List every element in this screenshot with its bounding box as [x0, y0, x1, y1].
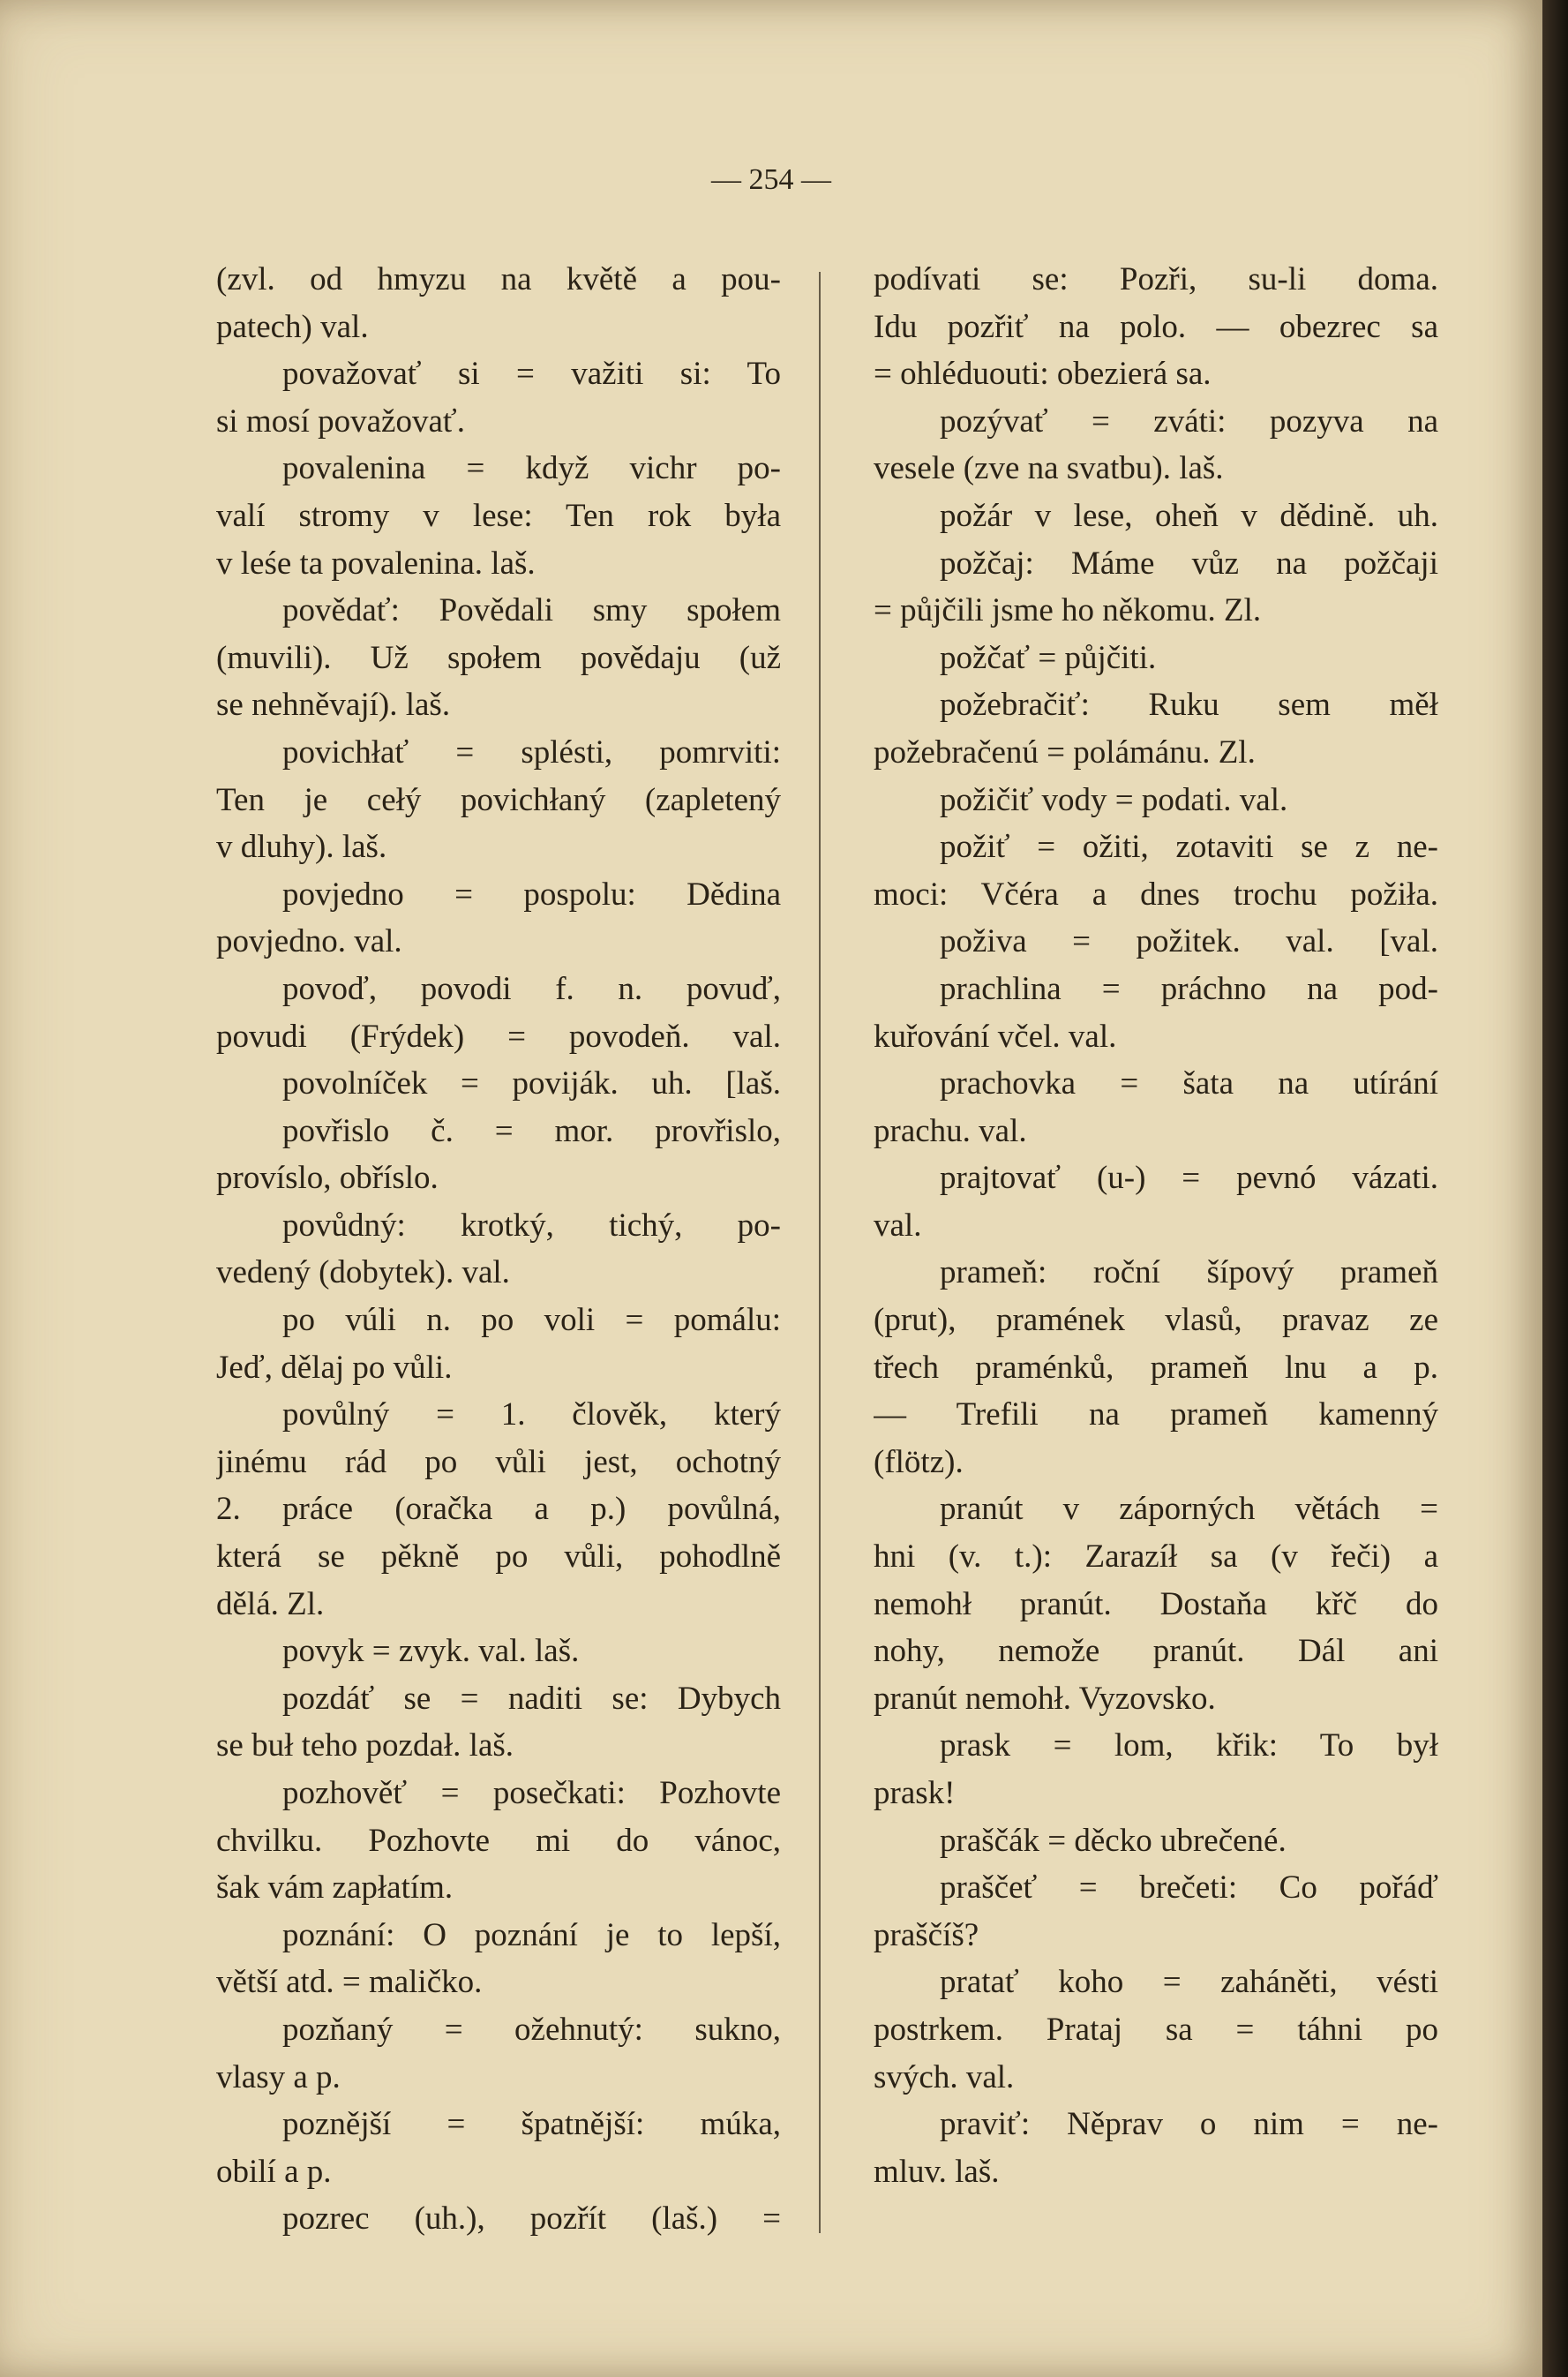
text-line: mluv. laš.: [874, 2153, 1000, 2190]
text-line: — Trefili na prameň kamenný: [874, 1396, 1438, 1433]
text-line: valí stromy v lese: Ten rok była: [216, 497, 781, 534]
text-line: praščeť = brečeti: Co pořáď: [940, 1869, 1438, 1907]
text-line: požičiť vody = podati. val.: [940, 781, 1288, 818]
text-line: povyk = zvyk. val. laš.: [282, 1633, 580, 1670]
text-line: pranút v záporných větách =: [940, 1491, 1438, 1528]
text-line: prajtovať (u-) = pevnó vázati.: [940, 1160, 1438, 1197]
text-line: povalenina = když vichr po-: [282, 450, 781, 487]
text-line: po vúli n. po voli = pomálu:: [282, 1302, 781, 1339]
text-line: poznání: O poznání je to lepší,: [282, 1916, 781, 1953]
text-line: povůdný: krotký, tichý, po-: [282, 1207, 781, 1244]
text-line: postrkem. Prataj sa = táhni po: [874, 2011, 1438, 2048]
text-line: (zvl. od hmyzu na květě a pou-: [216, 261, 781, 297]
text-line: povjedno. val.: [216, 923, 402, 960]
text-line: moci: Včéra a dnes trochu požiła.: [874, 876, 1438, 913]
text-line: povoď, povodi f. n. povuď,: [282, 970, 781, 1007]
text-line: požiť = ožiti, zotaviti se z ne-: [940, 829, 1438, 866]
text-line: poznější = špatnější: múka,: [282, 2106, 781, 2143]
text-line: povolníček = poviják. uh. [laš.: [282, 1065, 781, 1102]
text-line: pratať koho = zaháněti, vésti: [940, 1964, 1438, 2001]
text-line: praščíš?: [874, 1916, 979, 1953]
text-line: v leśe ta povalenina. laš.: [216, 545, 536, 582]
text-line: obilí a p.: [216, 2153, 332, 2190]
text-line: patech) val.: [216, 308, 369, 345]
text-line: pozrec (uh.), pozřít (laš.) =: [282, 2200, 781, 2238]
text-line: nohy, nemože pranút. Dál ani: [874, 1633, 1438, 1670]
text-line: považovať si = važiti si: To: [282, 356, 781, 393]
text-line: = půjčili jsme ho někomu. Zl.: [874, 592, 1262, 629]
text-line: kuřování včel. val.: [874, 1018, 1117, 1055]
text-line: chvilku. Pozhovte mi do vánoc,: [216, 1822, 781, 1859]
column-divider: [819, 272, 821, 2233]
text-line: val.: [874, 1207, 922, 1244]
text-line: vedený (dobytek). val.: [216, 1254, 510, 1291]
text-line: prachovka = šata na utírání: [940, 1065, 1438, 1102]
text-line: pozhověť = posečkati: Pozhovte: [282, 1775, 781, 1811]
text-line: vlasy a p.: [216, 2058, 341, 2095]
text-line: povůlný = 1. člověk, který: [282, 1396, 781, 1433]
text-line: povjedno = pospolu: Dědina: [282, 876, 781, 913]
right-column: [874, 256, 1438, 2195]
page-number: — 254 —: [711, 163, 831, 196]
text-line: povudi (Frýdek) = povodeň. val.: [216, 1018, 781, 1055]
text-line: požár v lese, oheň v dědině. uh.: [940, 497, 1438, 534]
text-line: povědať: Povědali smy społem: [282, 592, 781, 629]
text-line: šak vám zapłatím.: [216, 1869, 454, 1907]
left-column: [216, 256, 781, 2243]
text-line: se buł teho pozdał. laš.: [216, 1727, 514, 1764]
text-line: povichłať = splésti, pomrviti:: [282, 733, 781, 771]
text-line: Idu pozřiť na polo. — obezrec sa: [874, 308, 1438, 345]
page-edge: [1542, 0, 1568, 2377]
text-line: se nehněvají). laš.: [216, 687, 451, 724]
text-line: pranút nemohł. Vyzovsko.: [874, 1680, 1216, 1717]
text-line: praviť: Něprav o nim = ne-: [940, 2106, 1438, 2143]
text-line: províslo, obříslo.: [216, 1160, 439, 1197]
text-line: požčať = půjčiti.: [940, 639, 1157, 676]
text-line: která se pěkně po vůli, pohodlně: [216, 1538, 781, 1576]
text-line: požebračiť: Ruku sem měł: [940, 687, 1438, 724]
text-line: prachu. val.: [874, 1112, 1027, 1149]
text-line: povřislo č. = mor. provřislo,: [282, 1112, 781, 1149]
text-line: prask = lom, křik: To był: [940, 1727, 1438, 1764]
text-line: požebračenú = polámánu. Zl.: [874, 733, 1256, 771]
text-line: pozňaný = ožehnutý: sukno,: [282, 2011, 781, 2048]
text-line: jinému rád po vůli jest, ochotný: [216, 1443, 781, 1480]
text-line: třech praménků, prameň lnu a p.: [874, 1349, 1438, 1386]
text-line: pozývať = zváti: pozyva na: [940, 402, 1438, 440]
text-line: si mosí považovať.: [216, 402, 465, 440]
text-line: (flötz).: [874, 1443, 964, 1480]
text-line: poživa = požitek. val. [val.: [940, 923, 1438, 960]
text-line: dělá. Zl.: [216, 1585, 325, 1622]
text-line: prameň: roční šípový prameň: [940, 1254, 1438, 1291]
text-line: Ten je cełý povichłaný (zapletený: [216, 781, 781, 818]
text-line: podívati se: Pozři, su-li doma.: [874, 261, 1438, 297]
text-line: požčaj: Máme vůz na požčaji: [940, 545, 1438, 582]
text-line: prask!: [874, 1775, 956, 1811]
text-line: větší atd. = maličko.: [216, 1964, 483, 2001]
text-line: svých. val.: [874, 2058, 1015, 2095]
text-line: nemohł pranút. Dostaňa křč do: [874, 1585, 1438, 1622]
text-line: vesele (zve na svatbu). laš.: [874, 450, 1224, 487]
text-line: 2. práce (oračka a p.) povůlná,: [216, 1491, 781, 1528]
text-line: (prut), pramének vlasů, pravaz ze: [874, 1302, 1438, 1339]
text-line: prachlina = práchno na pod-: [940, 970, 1438, 1007]
text-line: pozdáť se = naditi se: Dybych: [282, 1680, 781, 1717]
text-line: = ohléduouti: obezierá sa.: [874, 356, 1212, 393]
text-line: (muvili). Už społem povědaju (už: [216, 639, 781, 676]
text-line: hni (v. t.): Zarazíł sa (v řeči) a: [874, 1538, 1438, 1576]
text-line: Jeď, dělaj po vůli.: [216, 1349, 453, 1386]
text-line: praščák = děcko ubrečené.: [940, 1822, 1287, 1859]
text-line: v dluhy). laš.: [216, 829, 387, 866]
